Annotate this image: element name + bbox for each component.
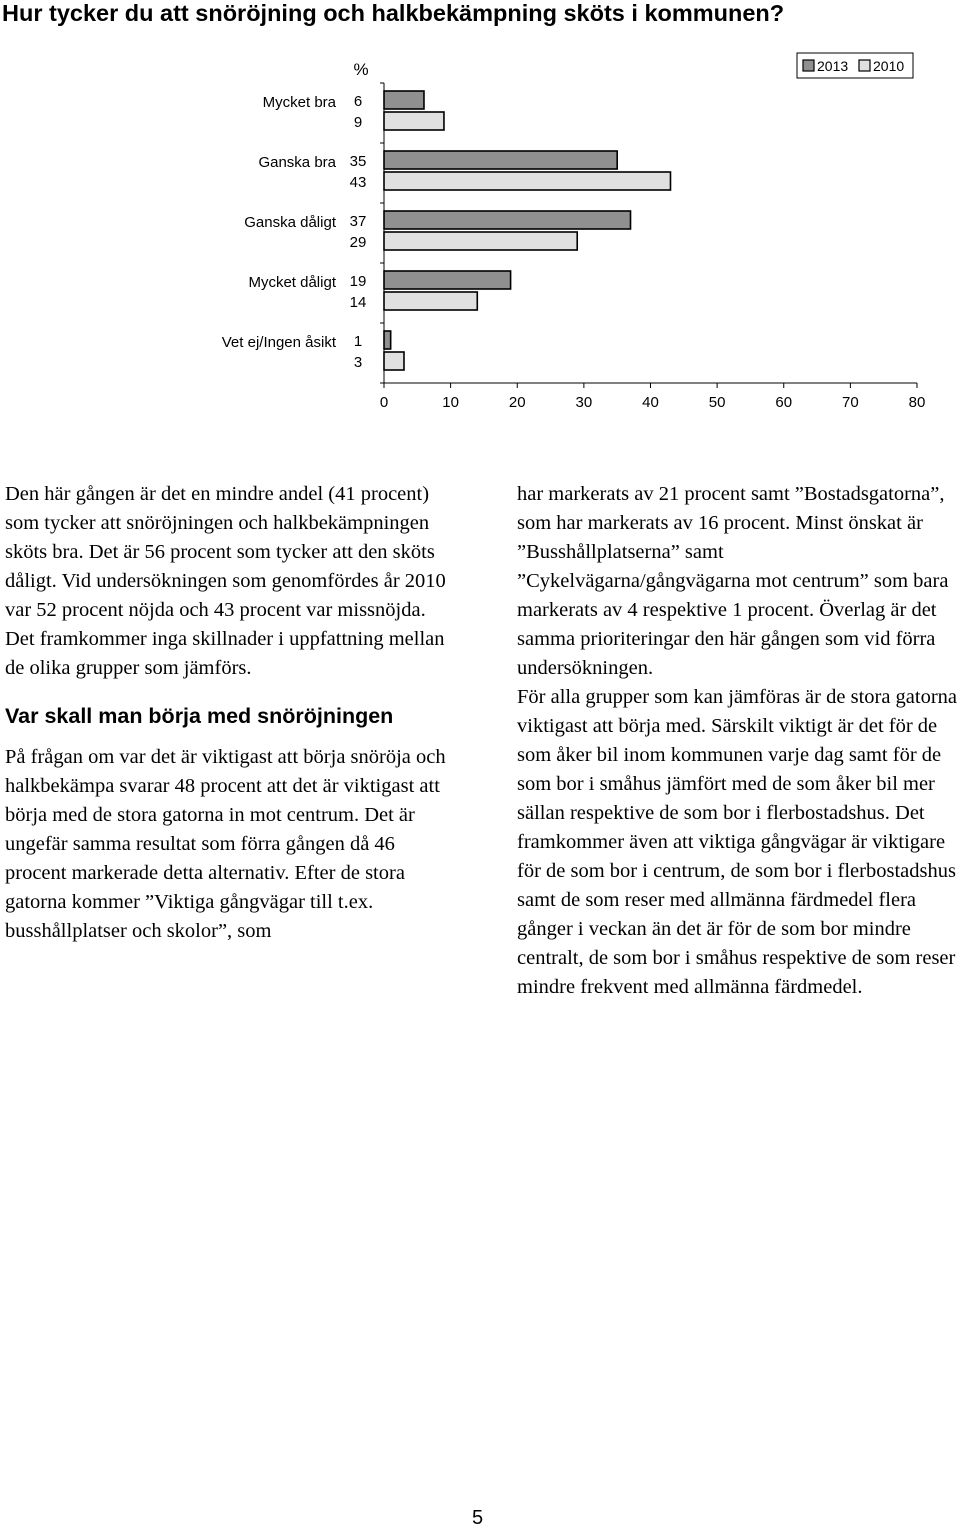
category-label: Vet ej/Ingen åsikt <box>221 334 336 351</box>
x-tick-label: 70 <box>842 394 859 411</box>
bar-2010 <box>384 352 404 370</box>
body-paragraph: Den här gången är det en mindre andel (41 procent) som tycker att snöröjningen och halkbekämpningen sköts bra. Det är 56 procent som tycker att den sköts dåligt. Vid undersökningen som genomfördes år 2010 var 52 procent nöjda och 43 procent var missnöjda. <box>5 483 446 621</box>
body-paragraph: Det framkommer inga skillnader i uppfattning mellan de olika grupper som jämförs. <box>5 628 445 679</box>
chart-unit-label: % <box>353 60 369 79</box>
value-label-2013: 35 <box>349 153 367 170</box>
bar-2013 <box>384 331 391 349</box>
legend-label-2013: 2013 <box>817 58 849 74</box>
body-paragraph: På frågan om var det är viktigast att börja snöröja och halkbekämpa svarar 48 procent att det är viktigast att börja med de stora gatorna in mot centrum. Det är ungefär samma resultat som förra gången då 46 procent markerade detta alternativ. Efter de stora gatorna kommer ”Viktiga gångvägar till t.ex. busshållplatser och skolor”, som <box>5 746 446 942</box>
legend-swatch-2010 <box>859 60 870 71</box>
bar-2013 <box>384 91 424 109</box>
x-tick-label: 30 <box>575 394 593 411</box>
value-label-2013: 1 <box>353 333 363 350</box>
body-paragraph: har markerats av 21 procent samt ”Bostadsgatorna”, som har markerats av 16 procent. Minst önskat är ”Busshållplatserna” samt ”Cykelvägarna/gångvägarna mot centrum” som bara markerats av 4 respektive 1 procent. Överlag är det samma prioriteringar den här gången som vid förra undersökningen. <box>517 483 949 679</box>
bar-2013 <box>384 151 617 169</box>
x-tick-label: 10 <box>442 394 459 411</box>
value-label-2010: 9 <box>353 114 363 131</box>
bar-2013 <box>384 211 631 229</box>
x-tick-label: 80 <box>908 394 926 411</box>
value-label-2010: 3 <box>353 354 363 371</box>
value-label-2013: 6 <box>353 93 363 110</box>
x-tick-label: 0 <box>379 394 389 411</box>
category-label: Ganska bra <box>258 154 336 171</box>
bar-2010 <box>384 112 444 130</box>
value-label-2013: 19 <box>349 273 367 290</box>
bar-2010 <box>384 292 477 310</box>
value-label-2010: 43 <box>349 174 367 191</box>
chart-bars <box>384 91 670 370</box>
legend-label-2010: 2010 <box>873 58 905 74</box>
category-label: Mycket dåligt <box>248 274 336 291</box>
category-label: Ganska dåligt <box>244 214 336 231</box>
x-tick-label: 60 <box>775 394 793 411</box>
bar-2010 <box>384 232 577 250</box>
legend-swatch-2013 <box>803 60 814 71</box>
value-label-2010: 29 <box>349 234 367 251</box>
x-tick-label: 40 <box>642 394 659 411</box>
bar-chart <box>0 40 960 420</box>
value-label-2010: 14 <box>349 294 367 311</box>
bar-2010 <box>384 172 670 190</box>
chart-legend <box>797 53 913 78</box>
category-label: Mycket bra <box>262 94 336 111</box>
right-column <box>517 480 959 1002</box>
value-label-2013: 37 <box>349 213 367 230</box>
x-tick-label: 50 <box>708 394 726 411</box>
bar-2013 <box>384 271 511 289</box>
left-column <box>5 480 447 946</box>
x-tick-label: 20 <box>508 394 526 411</box>
page-title: Hur tycker du att snöröjning och halkbekämpning sköts i kommunen? <box>2 0 785 26</box>
page-number: 5 <box>472 1507 484 1529</box>
body-paragraph: För alla grupper som kan jämföras är de stora gatorna viktigast att börja med. Särskilt viktigt är det för de som åker bil inom kommunen varje dag samt för de som bor i småhus jämfört med de som åker bil mer sällan respektive de som bor i flerbostadshus. Det framkommer även att viktiga gångvägar är viktigare för de som bor i centrum, de som bor i flerbostadshus samt de som reser med allmänna färdmedel flera gånger i veckan än det är för de som bor mindre centralt, de som bor i småhus respektive de som reser mindre frekvent med allmänna färdmedel. <box>517 686 958 998</box>
section-heading: Var skall man börja med snöröjningen <box>5 704 394 728</box>
